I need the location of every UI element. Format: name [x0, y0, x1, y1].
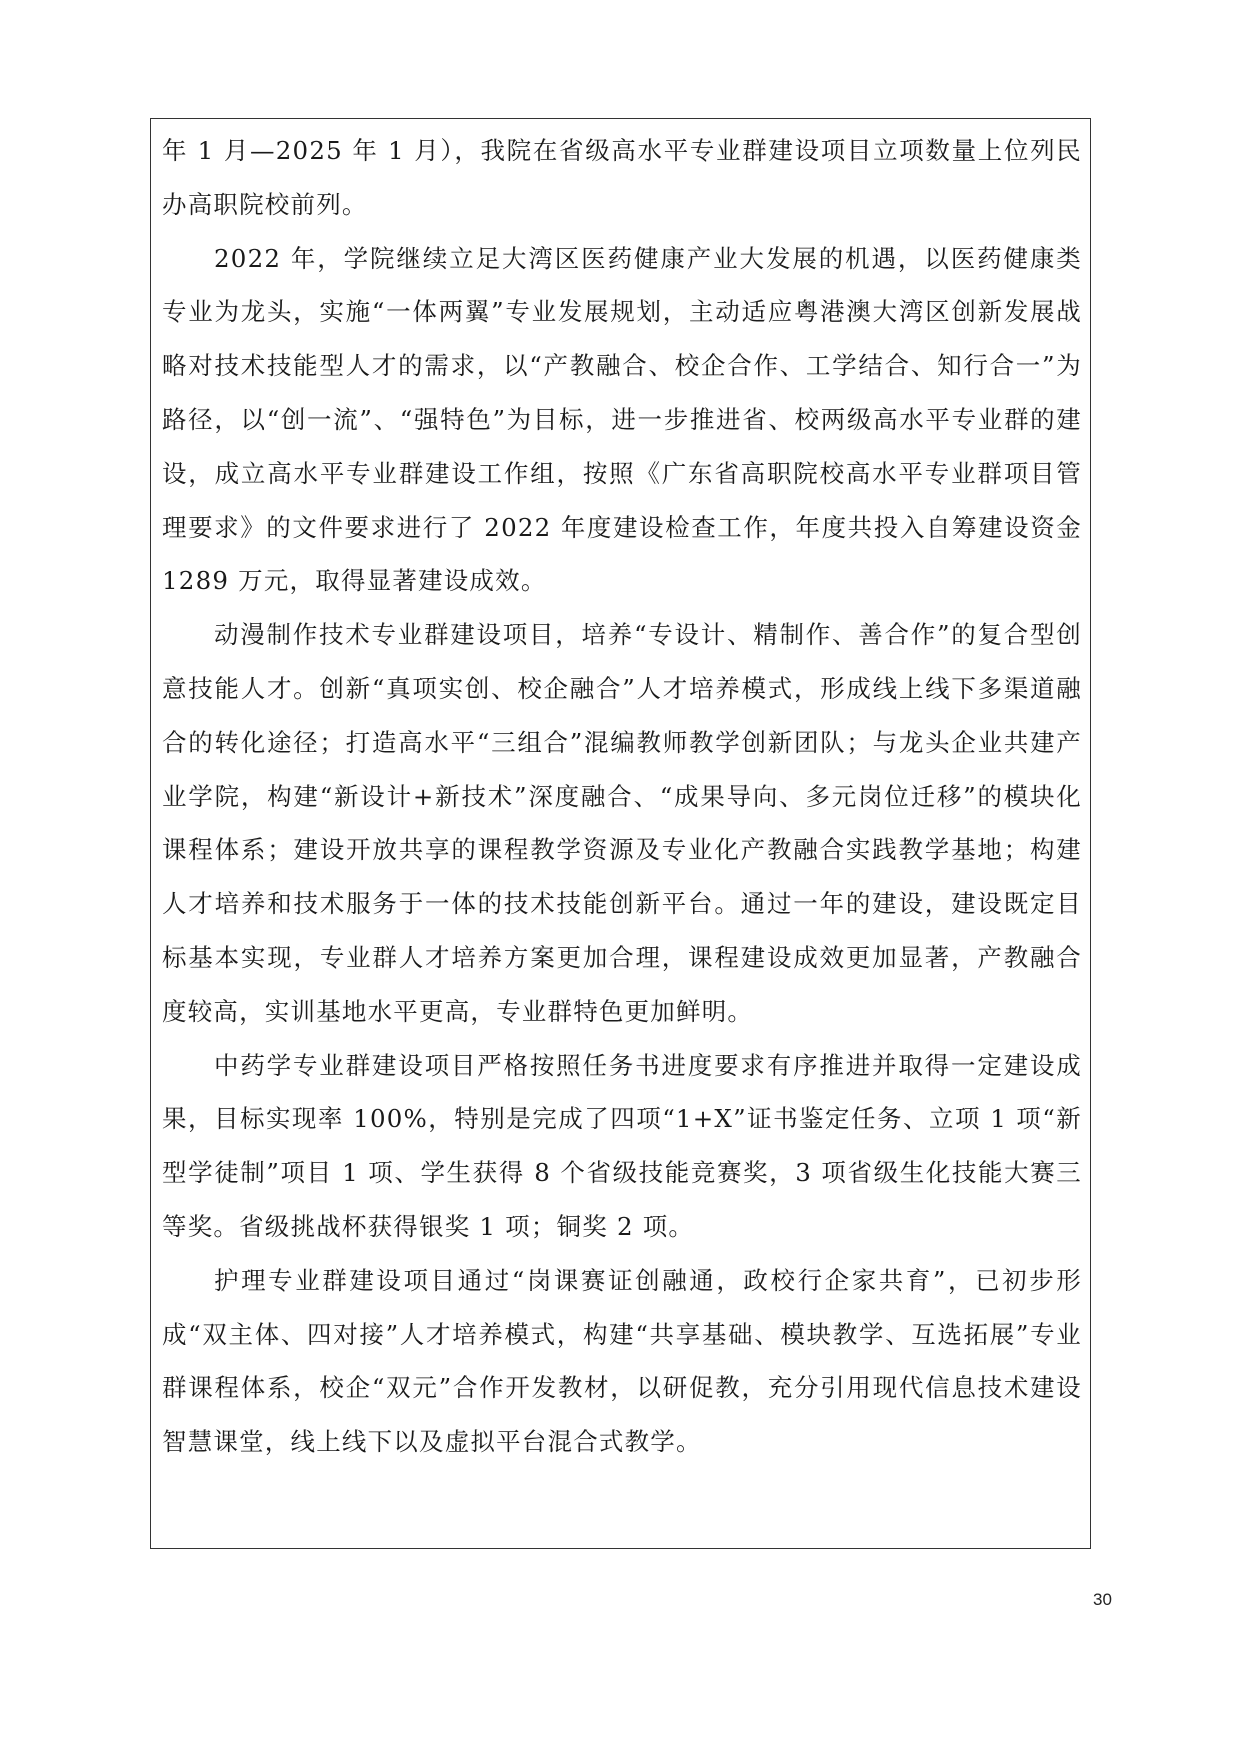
paragraph-2: 2022 年，学院继续立足大湾区医药健康产业大发展的机遇，以医药健康类专业为龙头，实施“一体两翼”专业发展规划，主动适应粤港澳大湾区创新发展战略对技术技能型人才的需求，以“产教融合、校企合作、工学结合、知行合一”为路径，以“创一流”、“强特色”为目标，进一步推进省、校两级高水平专业群的建设，成立高水平专业群建设工作组，按照《广东省高职院校高水平专业群项目管理要求》的文件要求进行了 2022 年度建设检查工作，年度共投入自筹建设资金 1289 万元，取得显著建设成效。	[162, 243, 1082, 596]
paragraph-1: 年 1 月—2025 年 1 月），我院在省级高水平专业群建设项目立项数量上位列民办高职院校前列。	[162, 136, 1082, 219]
paragraph-3: 动漫制作技术专业群建设项目，培养“专设计、精制作、善合作”的复合型创意技能人才。创新“真项实创、校企融合”人才培养模式，形成线上线下多渠道融合的转化途径；打造高水平“三组合”混编教师教学创新团队；与龙头企业共建产业学院，构建“新设计+新技术”深度融合、“成果导向、多元岗位迁移”的模块化课程体系；建设开放共享的课程教学资源及专业化产教融合实践教学基地；构建人才培养和技术服务于一体的技术技能创新平台。通过一年的建设，建设既定目标基本实现，专业群人才培养方案更加合理，课程建设成效更加显著，产教融合度较高，实训基地水平更高，专业群特色更加鲜明。	[162, 620, 1082, 1026]
paragraph-5: 护理专业群建设项目通过“岗课赛证创融通，政校行企家共育”，已初步形成“双主体、四对接”人才培养模式，构建“共享基础、模块教学、互选拓展”专业群课程体系，校企“双元”合作开发教材，以研促教，充分引用现代信息技术建设智慧课堂，线上线下以及虚拟平台混合式教学。	[162, 1265, 1082, 1457]
document-body	[162, 124, 1082, 1469]
paragraph-4: 中药学专业群建设项目严格按照任务书进度要求有序推进并取得一定建设成果，目标实现率 100%，特别是完成了四项“1+X”证书鉴定任务、立项 1 项“新型学徒制”项目 1 项、学生获得 8 个省级技能竞赛奖，3 项省级生化技能大赛三等奖。省级挑战杯获得银奖 1 项；铜奖 2 项。	[162, 1050, 1082, 1241]
page-number: 30	[1093, 1590, 1112, 1609]
